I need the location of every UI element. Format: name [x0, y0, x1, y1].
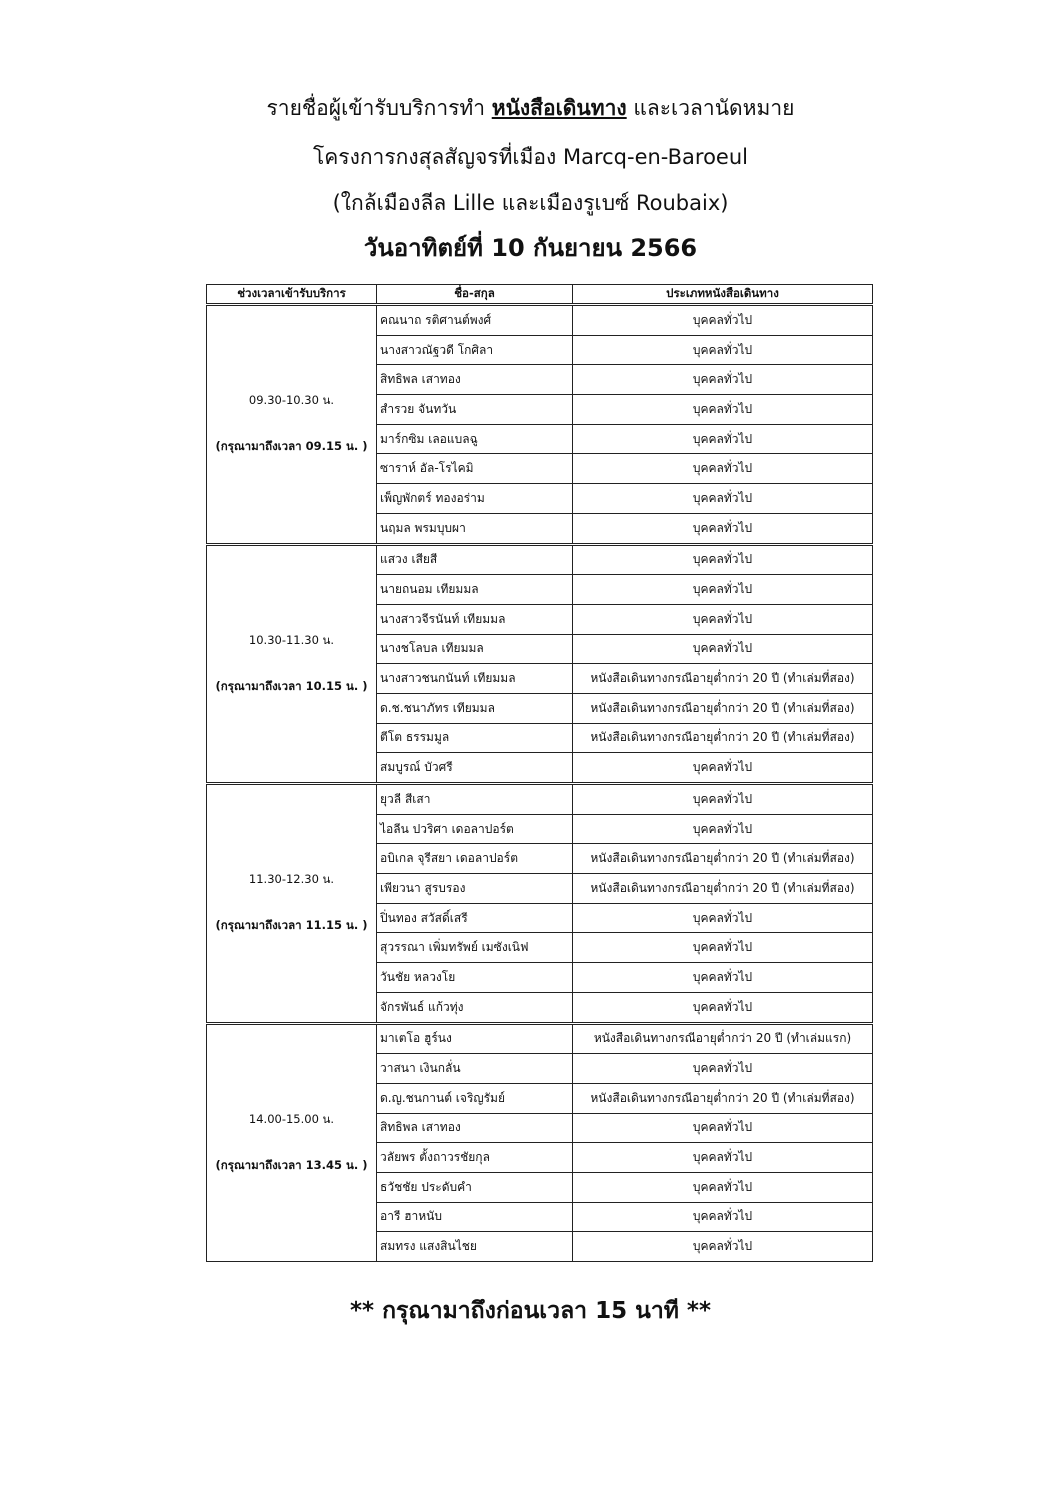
applicant-name: มาเตโอ ฮูร์นง	[377, 1023, 573, 1054]
passport-type: บุคคลทั่วไป	[573, 544, 873, 575]
applicant-name: นางสาวชนกนันท์ เทียมมล	[377, 664, 573, 694]
applicant-name: ไอลีน ปวริศา เดอลาปอร์ต	[377, 814, 573, 844]
time-slot-cell	[207, 1023, 377, 1262]
applicant-name: ด.ญ.ชนกานต์ เจริญรัมย์	[377, 1083, 573, 1113]
time-slot-group	[207, 544, 873, 784]
applicant-name: สมบูรณ์ บัวศรี	[377, 753, 573, 784]
applicant-name: นางสาวณัฐวดี โกศิลา	[377, 335, 573, 365]
applicant-name: มาร์กซิม เลอแบลฉู	[377, 424, 573, 454]
passport-type: บุคคลทั่วไป	[573, 1143, 873, 1173]
applicant-name: สำรวย จันทวัน	[377, 395, 573, 425]
passport-type: บุคคลทั่วไป	[573, 454, 873, 484]
column-header-type: ประเภทหนังสือเดินทาง	[573, 285, 873, 305]
applicant-name: นายถนอม เทียมมล	[377, 575, 573, 605]
applicant-name: เพียวนา สูรบรอง	[377, 874, 573, 904]
passport-type: บุคคลทั่วไป	[573, 634, 873, 664]
passport-type: หนังสือเดินทางกรณีอายุต่ำกว่า 20 ปี (ทำเล่มที่สอง)	[573, 844, 873, 874]
applicant-name: วลัยพร ตั้งถาวรชัยกุล	[377, 1143, 573, 1173]
passport-type: หนังสือเดินทางกรณีอายุต่ำกว่า 20 ปี (ทำเล่มที่สอง)	[573, 874, 873, 904]
passport-type: บุคคลทั่วไป	[573, 784, 873, 815]
table-row	[207, 784, 873, 815]
applicant-name: สุวรรณา เพิ่มทรัพย์ เมซังเนิฟ	[377, 933, 573, 963]
heading-line-2: โครงการกงสุลสัญจรที่เมือง Marcq-en-Baroeul	[312, 145, 749, 169]
applicant-name: วาสนา เงินกลั่น	[377, 1054, 573, 1084]
passport-type: บุคคลทั่วไป	[573, 903, 873, 933]
applicant-name: คณนาถ รติศานต์พงศ์	[377, 305, 573, 336]
time-range: 10.30-11.30 น.	[248, 632, 335, 647]
passport-type: บุคคลทั่วไป	[573, 335, 873, 365]
passport-type: บุคคลทั่วไป	[573, 1232, 873, 1262]
footer-note: ** กรุณามาถึงก่อนเวลา 15 นาที **	[350, 1298, 711, 1324]
passport-type: บุคคลทั่วไป	[573, 1113, 873, 1143]
applicant-name: จักรพันธ์ แก้วทุ่ง	[377, 992, 573, 1023]
applicant-name: นฤมล พรมบุบผา	[377, 513, 573, 544]
time-slot-cell	[207, 544, 377, 784]
arrival-note: (กรุณามาถึงเวลา 11.15 น. )	[215, 918, 368, 933]
applicant-name: สิทธิพล เสาทอง	[377, 1113, 573, 1143]
applicant-name: ซาราห์ อัล-โรไคมิ	[377, 454, 573, 484]
time-slot-group	[207, 784, 873, 1024]
passport-type: หนังสือเดินทางกรณีอายุต่ำกว่า 20 ปี (ทำเล่มแรก)	[573, 1023, 873, 1054]
applicant-name: เพ็ญพักตร์ ทองอร่าม	[377, 484, 573, 514]
heading-suffix: และเวลานัดหมาย	[633, 96, 795, 120]
applicant-name: วันชัย หลวงโย	[377, 963, 573, 993]
applicant-name: นางชโลบล เทียมมล	[377, 634, 573, 664]
passport-type: หนังสือเดินทางกรณีอายุต่ำกว่า 20 ปี (ทำเล่มที่สอง)	[573, 664, 873, 694]
passport-type: บุคคลทั่วไป	[573, 305, 873, 336]
passport-type: บุคคลทั่วไป	[573, 1054, 873, 1084]
arrival-note: (กรุณามาถึงเวลา 13.45 น. )	[215, 1157, 368, 1172]
applicant-name: ด.ช.ชนาภัทร เทียมมล	[377, 693, 573, 723]
passport-type: บุคคลทั่วไป	[573, 424, 873, 454]
passport-type: บุคคลทั่วไป	[573, 484, 873, 514]
time-range: 11.30-12.30 น.	[248, 872, 335, 887]
arrival-note: (กรุณามาถึงเวลา 09.15 น. )	[215, 439, 368, 454]
arrival-note: (กรุณามาถึงเวลา 10.15 น. )	[215, 678, 368, 693]
applicant-name: สิทธิพล เสาทอง	[377, 365, 573, 395]
time-slot-cell	[207, 305, 377, 545]
passport-type: บุคคลทั่วไป	[573, 1172, 873, 1202]
heading-line-3: (ใกล้เมืองลีล Lille และเมืองรูเบซ์ Roubaix)	[332, 191, 729, 215]
passport-type: บุคคลทั่วไป	[573, 395, 873, 425]
passport-type: บุคคลทั่วไป	[573, 814, 873, 844]
passport-type: บุคคลทั่วไป	[573, 963, 873, 993]
applicant-name: แสวง เสียสี	[377, 544, 573, 575]
passport-type: บุคคลทั่วไป	[573, 992, 873, 1023]
passport-type: หนังสือเดินทางกรณีอายุต่ำกว่า 20 ปี (ทำเล่มที่สอง)	[573, 1083, 873, 1113]
applicant-name: ยุวลี สีเสา	[377, 784, 573, 815]
applicant-name: นางสาวจีรนันท์ เทียมมล	[377, 604, 573, 634]
applicant-name: ธวัชชัย ประดับคำ	[377, 1172, 573, 1202]
heading-date: วันอาทิตย์ที่ 10 กันยายน 2566	[363, 234, 698, 262]
appointment-table	[206, 284, 873, 1262]
passport-type: บุคคลทั่วไป	[573, 513, 873, 544]
table-header-row	[207, 285, 873, 305]
column-header-name: ชื่อ-สกุล	[377, 285, 573, 305]
time-slot-group	[207, 1023, 873, 1262]
time-slot-cell	[207, 784, 377, 1024]
heading-highlight: หนังสือเดินทาง	[491, 96, 627, 120]
applicant-name: อบิเกล จุรีสยา เดอลาปอร์ต	[377, 844, 573, 874]
passport-type: หนังสือเดินทางกรณีอายุต่ำกว่า 20 ปี (ทำเล่มที่สอง)	[573, 723, 873, 753]
passport-type: บุคคลทั่วไป	[573, 575, 873, 605]
time-slot-group	[207, 305, 873, 545]
table-row	[207, 544, 873, 575]
passport-type: หนังสือเดินทางกรณีอายุต่ำกว่า 20 ปี (ทำเล่มที่สอง)	[573, 693, 873, 723]
heading-line-1	[0, 92, 1061, 125]
time-range: 09.30-10.30 น.	[248, 393, 335, 408]
applicant-name: สมทรง แสงสินไชย	[377, 1232, 573, 1262]
passport-type: บุคคลทั่วไป	[573, 365, 873, 395]
heading-prefix: รายชื่อผู้เข้ารับบริการทำ	[266, 96, 486, 120]
table-row	[207, 305, 873, 336]
table-row	[207, 1023, 873, 1054]
applicant-name: ตีโต ธรรมมูล	[377, 723, 573, 753]
applicant-name: อารี ฮาหนับ	[377, 1202, 573, 1232]
applicant-name: ปิ่นทอง สวัสดิ์เสรี	[377, 903, 573, 933]
time-range: 14.00-15.00 น.	[248, 1111, 335, 1126]
passport-type: บุคคลทั่วไป	[573, 1202, 873, 1232]
column-header-time: ช่วงเวลาเข้ารับบริการ	[207, 285, 377, 305]
passport-type: บุคคลทั่วไป	[573, 753, 873, 784]
passport-type: บุคคลทั่วไป	[573, 604, 873, 634]
passport-type: บุคคลทั่วไป	[573, 933, 873, 963]
